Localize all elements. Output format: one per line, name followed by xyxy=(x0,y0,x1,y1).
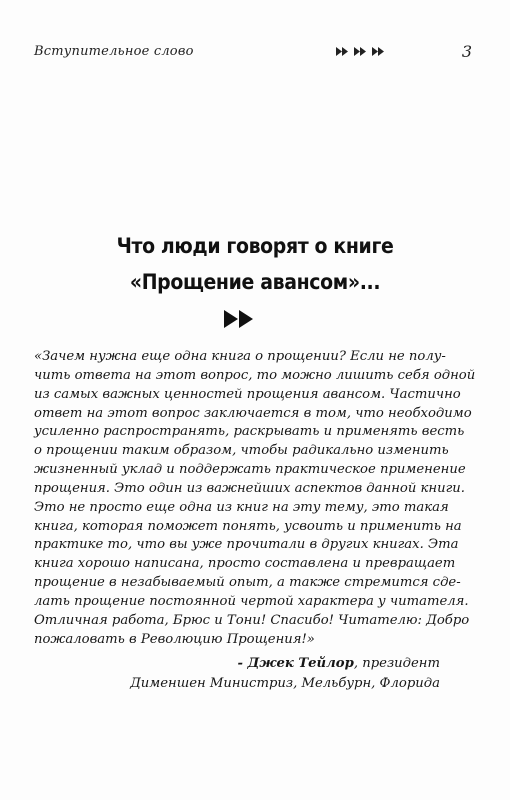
fast-forward-icon xyxy=(336,47,348,56)
section-title: Вступительное слово xyxy=(34,44,194,59)
fast-forward-icon xyxy=(354,47,366,56)
author-name: - Джек Тейлор xyxy=(237,656,354,671)
fast-forward-icon xyxy=(372,47,384,56)
running-head xyxy=(34,44,476,68)
quote-line: пожаловать в Революцию Прощения!» xyxy=(34,631,315,647)
testimonial-quote xyxy=(34,348,476,650)
quote-line: книга хорошо написана, просто составлена и превращает xyxy=(34,556,456,572)
header-arrows xyxy=(336,47,384,56)
chapter-heading-line-2: «Прощение авансом»... xyxy=(129,270,381,294)
author-role: , президент xyxy=(353,656,440,671)
quote-line: жизненный уклад и поддержать практическое применение xyxy=(34,462,466,478)
attribution-author-line xyxy=(130,654,440,674)
quote-line: книга, которая поможет понять, усвоить и применить на xyxy=(34,518,462,534)
heading-divider xyxy=(224,310,254,328)
fast-forward-icon xyxy=(224,310,254,328)
page-number: 3 xyxy=(461,42,472,61)
quote-line: о прощении таким образом, чтобы радикально изменить xyxy=(34,443,449,459)
quote-line: прощение в незабываемый опыт, а также стремится сде- xyxy=(34,575,461,591)
quote-line: прощения. Это один из важнейших аспектов данной книги. xyxy=(34,480,465,496)
author-organization: Дименшен Министриз, Мельбурн, Флорида xyxy=(130,676,440,691)
quote-line: из самых важных ценностей прощения авансом. Частично xyxy=(34,386,461,402)
quote-line: ответ на этот вопрос заключается в том, что необходимо xyxy=(34,405,472,421)
quote-line: Это не просто еще одна из книг на эту тему, это такая xyxy=(34,499,449,515)
quote-attribution xyxy=(130,654,440,694)
quote-line: усиленно распространять, раскрывать и применять весть xyxy=(34,424,465,440)
quote-line: Отличная работа, Брюс и Тони! Спасибо! Читателю: Добро xyxy=(34,612,470,628)
quote-line: лать прощение постоянной чертой характера у читателя. xyxy=(34,593,469,609)
quote-line: «Зачем нужна еще одна книга о прощении? Если не полу- xyxy=(34,349,446,364)
quote-line: чить ответа на этот вопрос, то можно лишить себя одной xyxy=(34,367,476,383)
quote-line: практике то, что вы уже прочитали в других книгах. Эта xyxy=(34,537,459,553)
chapter-heading-line-1: Что люди говорят о книге xyxy=(116,234,394,258)
